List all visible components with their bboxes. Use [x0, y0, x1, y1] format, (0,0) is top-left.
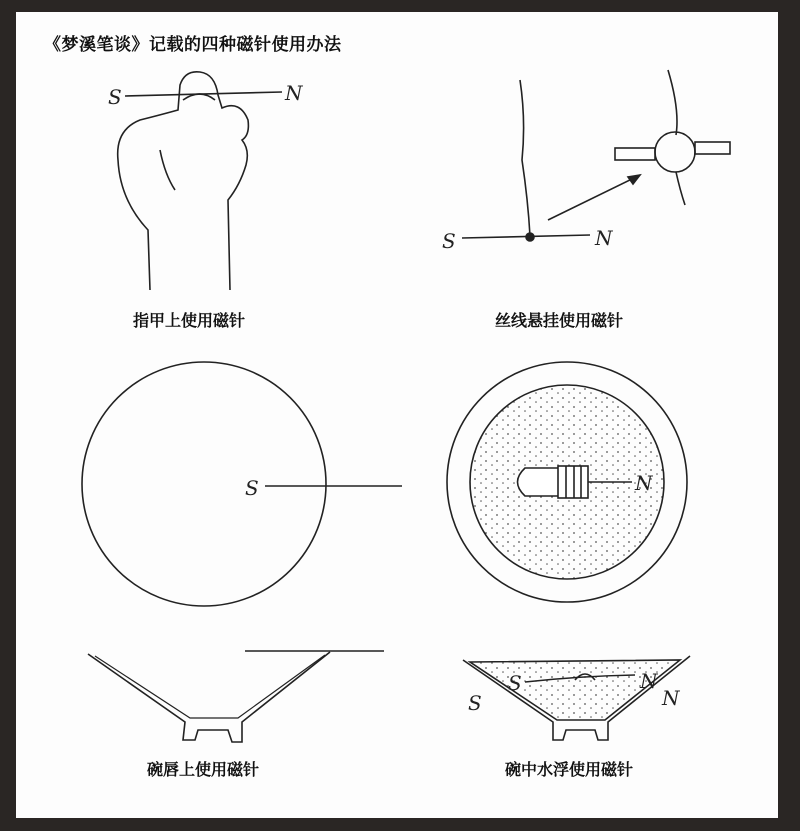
bowl-water-top-view: [447, 362, 687, 602]
north-label: N: [662, 686, 680, 710]
silk-thread-drawing: [442, 70, 730, 253]
bowl-water-side-view: [463, 656, 690, 740]
south-label: S: [108, 85, 122, 109]
north-label: N: [635, 471, 653, 495]
fingernail-drawing: [108, 72, 304, 290]
caption-bowl-water: 碗中水浮使用磁针: [505, 760, 634, 779]
needle-north-label: N: [640, 669, 658, 693]
bowl-rim-top-view: [82, 362, 402, 606]
caption-fingernail: 指甲上使用磁针: [133, 311, 246, 330]
caption-silk-thread: 丝线悬挂使用磁针: [495, 311, 624, 330]
north-label: N: [595, 226, 613, 250]
diagram-title: 《梦溪笔谈》记载的四种磁针使用办法: [44, 35, 342, 55]
bowl-rim-side-view: [88, 651, 384, 742]
caption-bowl-rim: 碗唇上使用磁针: [147, 760, 260, 779]
needle-south-label: S: [508, 671, 522, 695]
south-label: S: [442, 229, 456, 253]
south-label: S: [245, 476, 259, 500]
north-label: N: [285, 81, 303, 105]
south-label: S: [468, 691, 482, 715]
